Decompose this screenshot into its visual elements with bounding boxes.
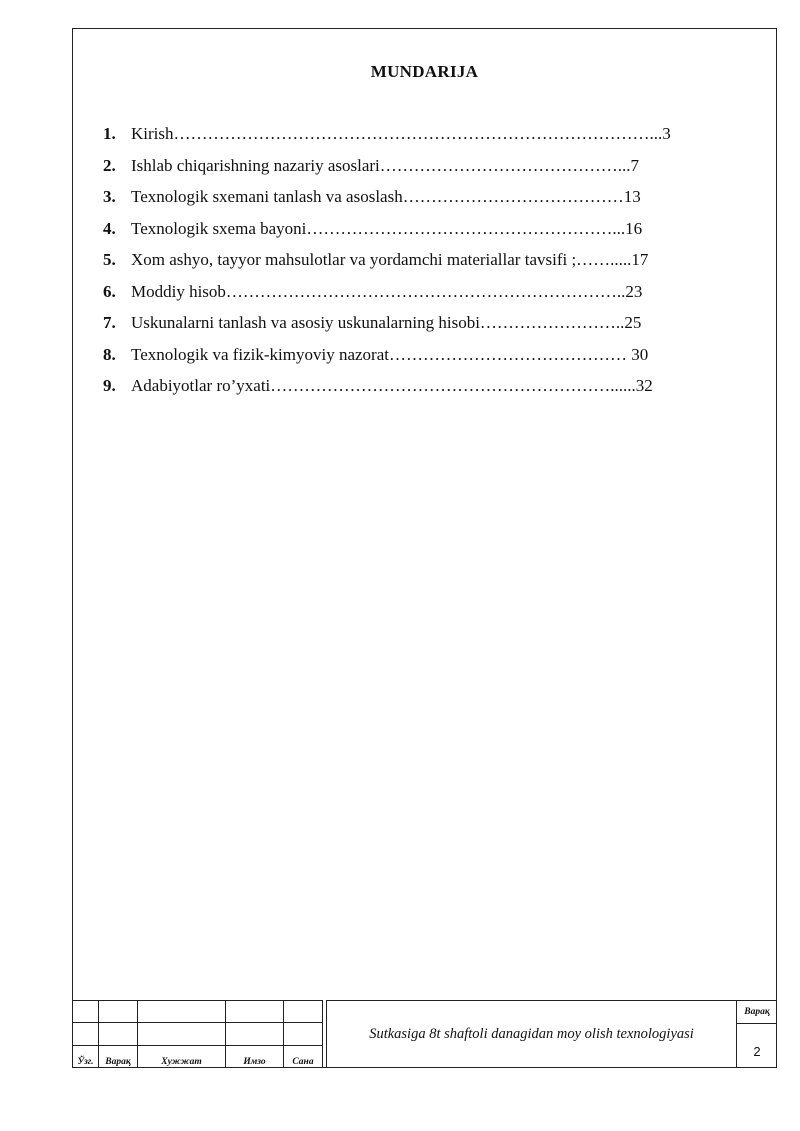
toc-item xyxy=(103,307,697,339)
stamp-grid xyxy=(72,1000,323,1068)
toc-text: Xom ashyo, tayyor mahsulotlar va yordamchi materiallar tavsifi ;…….....17 xyxy=(131,250,649,269)
toc-item xyxy=(103,213,697,245)
toc-number: 6. xyxy=(103,281,116,301)
title-block-stamp xyxy=(72,1000,777,1068)
toc-item xyxy=(103,276,697,308)
stamp-label-change: Ўзг. xyxy=(73,1046,99,1068)
toc-number: 1. xyxy=(103,124,116,143)
toc-number: 9. xyxy=(103,376,116,395)
toc-text: Texnologik sxema bayoni………………………………………………...16 xyxy=(131,218,643,238)
stamp-label-date: Сана xyxy=(284,1046,323,1068)
toc-number: 4. xyxy=(103,218,116,238)
stamp-label-signature: Имзо xyxy=(226,1046,284,1068)
toc-item xyxy=(103,244,697,276)
toc-text: Uskunalarni tanlash va asosiy uskunalarning hisobi……………………..25 xyxy=(131,313,642,332)
toc-number: 2. xyxy=(103,155,116,175)
page-title: MUNDARIJA xyxy=(370,62,479,81)
table-of-contents xyxy=(103,118,697,402)
toc-number: 7. xyxy=(103,313,116,332)
toc-item xyxy=(103,339,697,371)
toc-item xyxy=(103,181,697,213)
toc-item xyxy=(103,150,697,182)
toc-text: Ishlab chiqarishning nazariy asoslari……………………………………...7 xyxy=(131,155,640,175)
sheet-box xyxy=(736,1000,777,1068)
toc-number: 8. xyxy=(103,344,116,364)
sheet-number: 2 xyxy=(753,1044,761,1059)
toc-text: Texnologik va fizik-kimyoviy nazorat…………………………………… 30 xyxy=(131,344,649,364)
toc-text: Texnologik sxemani tanlash va asoslash…………………………………13 xyxy=(131,187,641,206)
toc-item xyxy=(103,118,697,150)
sheet-label: Варақ xyxy=(737,1001,777,1024)
toc-number: 5. xyxy=(103,250,116,269)
toc-text: Kirish…………………………………………………………………………...3 xyxy=(131,124,671,143)
stamp-label-document: Хужжат xyxy=(138,1046,226,1068)
toc-text: Moddiy hisob……………………………………………………………..23 xyxy=(131,281,643,301)
document-title: Sutkasiga 8t shaftoli danagidan moy olish texnologiyasi xyxy=(326,1000,736,1068)
toc-text: Adabiyotlar ro’yxati……………………………………………………......32 xyxy=(131,376,653,395)
stamp-label-sheet: Варақ xyxy=(99,1046,138,1068)
toc-item xyxy=(103,370,697,402)
toc-number: 3. xyxy=(103,187,116,206)
